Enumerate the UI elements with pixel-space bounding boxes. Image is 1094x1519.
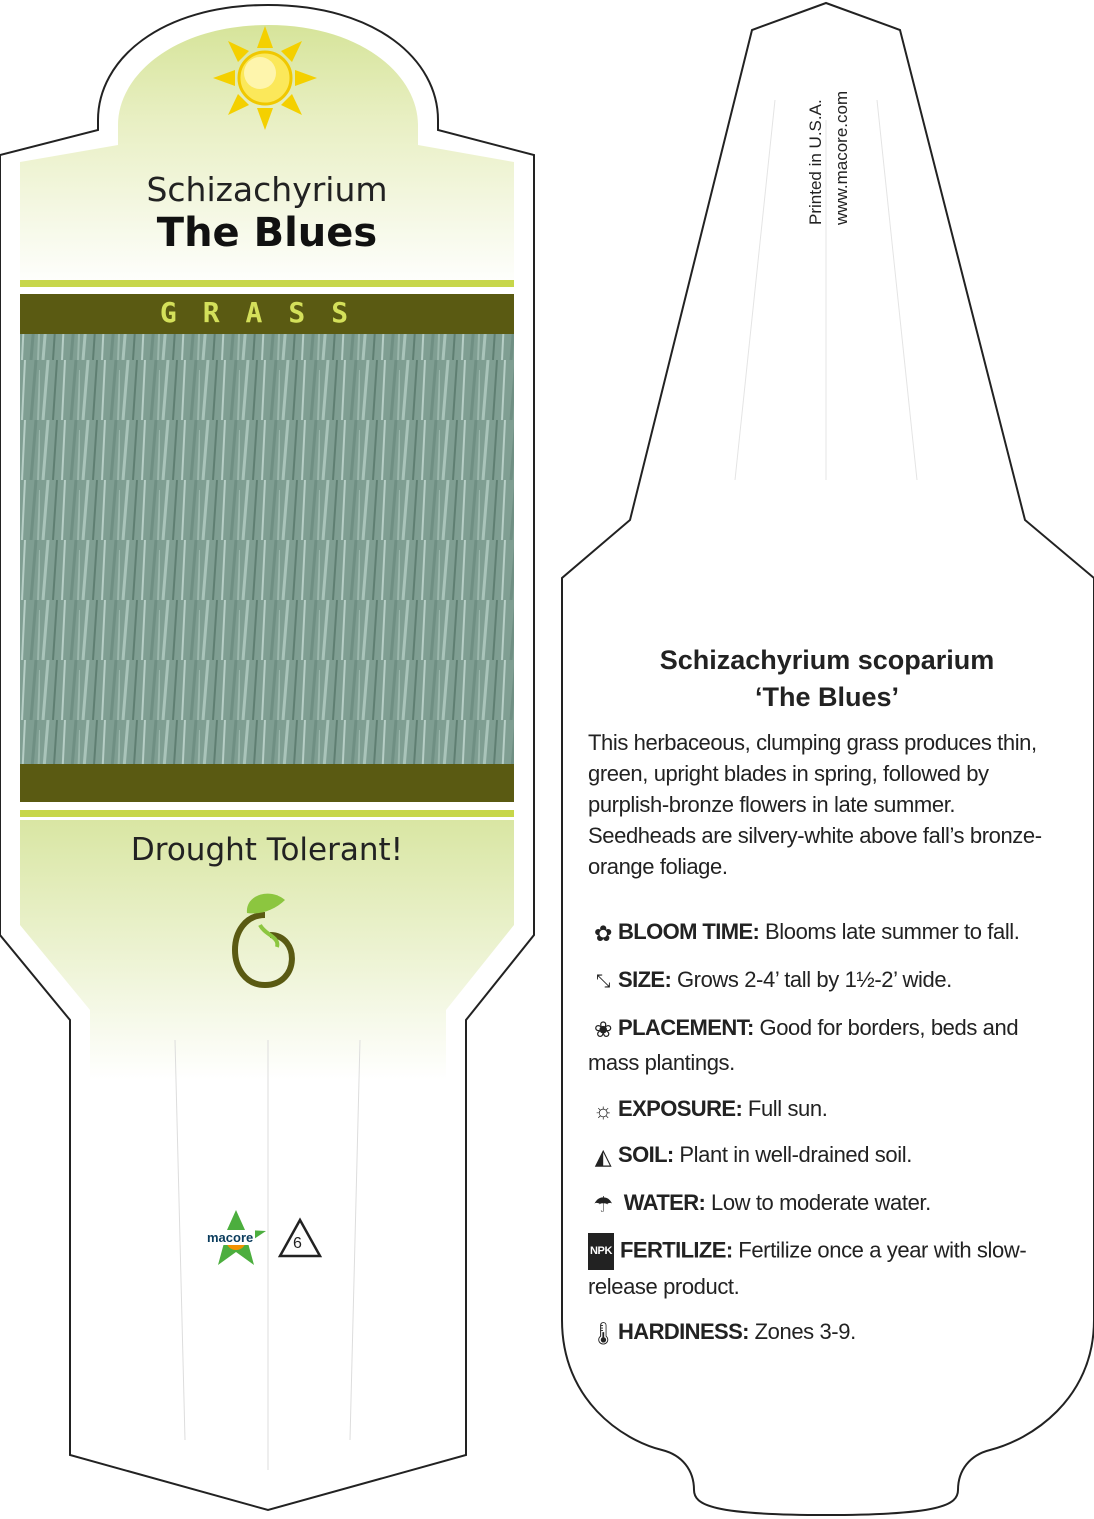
genus-name: Schizachyrium (146, 170, 388, 209)
sun-outline-icon: ☼ (593, 1097, 613, 1123)
care-hardiness: 🌡HARDINESS: Zones 3-9. (588, 1315, 1062, 1350)
care-size: ⤡ SIZE: Grows 2-4’ tall by 1½-2’ wide. (588, 963, 1062, 998)
cultivar-name: The Blues (156, 210, 378, 256)
category-label: GRASS (159, 296, 375, 329)
care-bloom-time: ✿ BLOOM TIME: Blooms late summer to fall. (588, 915, 1062, 950)
brand-name: macore (207, 1230, 254, 1245)
width-height-icon: ⤡ (596, 970, 610, 991)
care-fertilize: NPK FERTILIZE: Fertilize once a year with slow-release product. (588, 1233, 1062, 1303)
printed-in-label: Printed in U.S.A. (806, 99, 825, 225)
thermometer-icon: 🌡 (589, 1320, 617, 1346)
scientific-name-line2: ‘The Blues’ (754, 682, 900, 712)
care-water: ☂ WATER: Low to moderate water. (588, 1186, 1062, 1221)
flower-icon: ✿ (593, 920, 613, 946)
care-soil: ◭ SOIL: Plant in well-drained soil. (588, 1138, 1062, 1173)
website-label: www.macore.com (832, 90, 851, 225)
watering-can-icon: ☂ (593, 1191, 613, 1217)
sun-icon (213, 26, 317, 130)
photo-bottom-band (20, 764, 514, 802)
scientific-name-line1: Schizachyrium scoparium (659, 645, 995, 675)
npk-icon: NPK (588, 1233, 614, 1270)
grass-photo (20, 334, 514, 764)
scientific-name (584, 642, 1070, 716)
plants-icon: ❀ (593, 1016, 613, 1042)
care-placement: ❀ PLACEMENT: Good for borders, beds and mass plantings. (588, 1011, 1062, 1079)
care-exposure: ☼ EXPOSURE: Full sun. (588, 1092, 1062, 1127)
recycle-code: 6 (293, 1235, 302, 1252)
tagline: Drought Tolerant! (130, 832, 404, 868)
soil-icon: ◭ (594, 1143, 612, 1169)
title-rule (20, 280, 514, 287)
lower-rule (20, 810, 514, 817)
plant-description: This herbaceous, clumping grass produces thin, green, upright blades in spring, followed by purplish-bronze flowers in late summer. Seedheads are silvery-white above fall’s bronze-orange foliage. (588, 730, 1042, 879)
